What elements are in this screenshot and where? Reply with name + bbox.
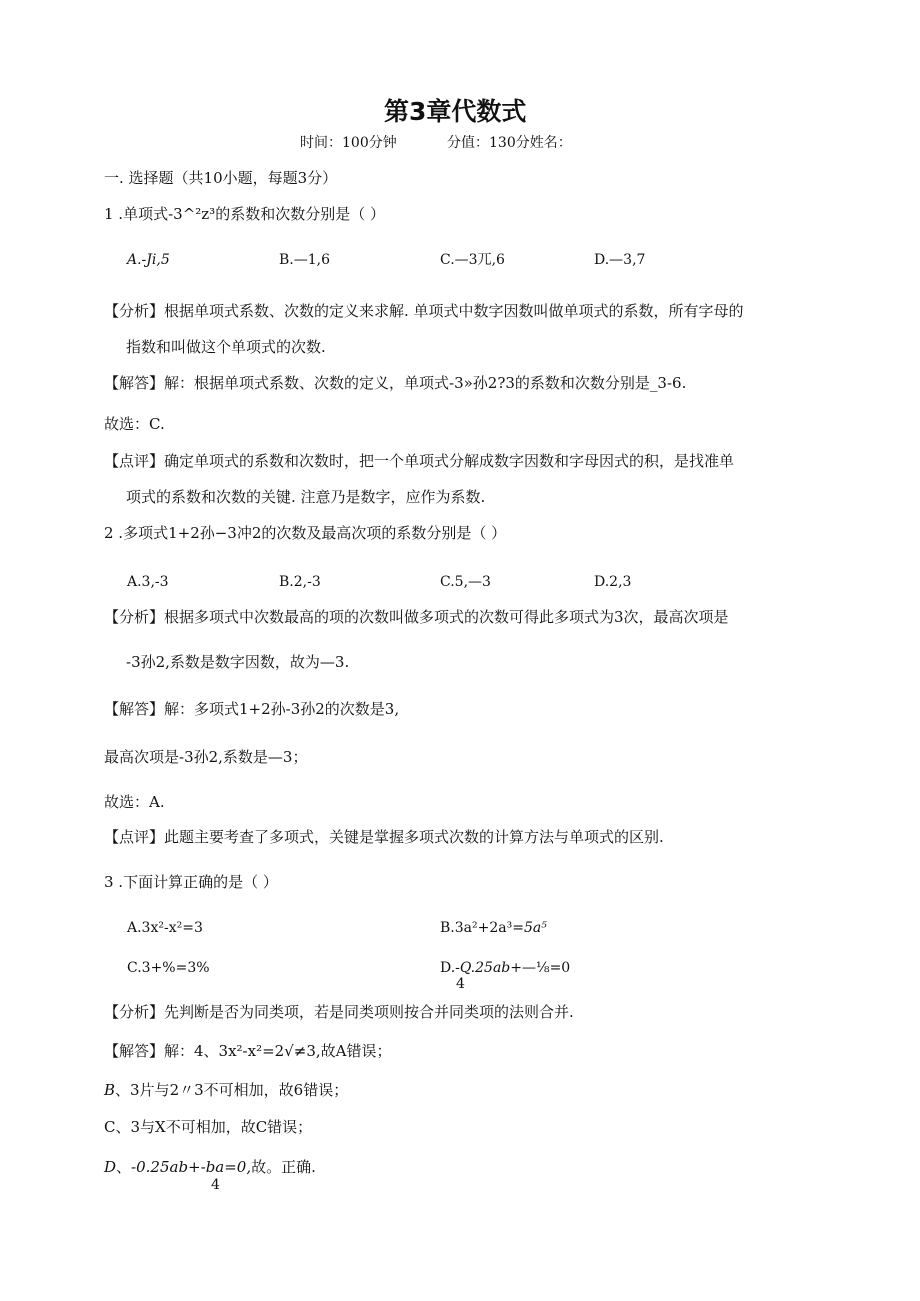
q2-option-b: B.2,-3 [279, 574, 321, 590]
q3-answer-d-sep: 、 [116, 1158, 132, 1176]
q3-answer-d-letter: D [104, 1158, 117, 1176]
q1-analysis-line-2: 指数和叫做这个单项式的次数. [126, 338, 326, 356]
q1-comment-line-2: 项式的系数和次数的关键. 注意乃是数字，应作为系数. [126, 488, 486, 506]
q1-stem: 1 .单项式-3^²z³的系数和次数分别是（ ） [104, 205, 385, 223]
q1-option-b: B.—1,6 [279, 252, 331, 268]
q3-option-d-expr: Q.25ab+ [459, 960, 522, 976]
q3-option-b-text: B.3a²+2a³= [440, 920, 524, 936]
time-info: 时间：100分钟 [300, 135, 397, 151]
q1-option-a: A.-Ji,5 [127, 252, 170, 268]
q2-stem: 2 .多项式1+2孙−3冲2的次数及最高次项的系数分别是（ ） [104, 524, 507, 542]
q2-option-a: A.3,-3 [127, 574, 169, 590]
q2-analysis-line-1: 【分析】根据多项式中次数最高的项的次数叫做多项式的次数可得此多项式为3次，最高次项是 [104, 608, 729, 626]
q3-option-a: A.3x²-x²=3 [127, 920, 203, 936]
q3-answer-d-text: 故。正确. [251, 1158, 316, 1176]
q3-option-d [440, 958, 570, 978]
score-name-info: 分值：130分姓名： [447, 135, 572, 151]
q3-answer-a: 【解答】解：4、3x²-x²=2√≠3,故A错误； [104, 1042, 392, 1060]
q3-answer-b [104, 1080, 348, 1100]
q3-option-b [440, 918, 547, 938]
q3-option-b-result: 5a⁵ [523, 920, 547, 936]
q3-answer-d-subscript: 4 [211, 1177, 220, 1193]
q2-comment: 【点评】此题主要考查了多项式，关键是掌握多项式次数的计算方法与单项式的区别. [104, 828, 664, 846]
q1-answer: 【解答】解：根据单项式系数、次数的定义，单项式-3»孙2?3的系数和次数分别是_3-6. [104, 374, 687, 392]
q1-analysis-line-1: 【分析】根据单项式系数、次数的定义来求解. 单项式中数字因数叫做单项式的系数，所有字母的 [104, 302, 744, 320]
q3-option-d-suffix: —⅛=0 [522, 960, 571, 976]
q3-option-c: C.3+%=3% [127, 960, 210, 976]
q1-choice: 故选：C. [104, 415, 165, 433]
section-heading: 一. 选择题（共10小题，每题3分） [104, 169, 338, 187]
q3-answer-b-text: 、3片与2〃3不可相加，故6错误； [115, 1081, 349, 1099]
q2-answer-line-2: 最高次项是-3孙2,系数是—3； [104, 748, 308, 766]
q3-option-d-subscript: 4 [456, 976, 465, 992]
q3-answer-d-expr: -0.25ab+-ba=0, [131, 1158, 252, 1176]
page-title: 第3章代数式 [384, 97, 527, 126]
q1-option-c: C.—3兀,6 [440, 252, 505, 268]
q2-analysis-line-2: -3孙2,系数是数字因数，故为—3. [126, 653, 350, 671]
q1-comment-line-1: 【点评】确定单项式的系数和次数时，把一个单项式分解成数字因数和字母因式的积，是找准单 [104, 452, 735, 470]
q2-answer-line-1: 【解答】解：多项式1+2孙-3孙2的次数是3, [104, 700, 400, 718]
q3-stem: 3 .下面计算正确的是（ ） [104, 873, 278, 891]
q3-answer-b-letter: B [104, 1081, 116, 1099]
q3-analysis: 【分析】先判断是否为同类项，若是同类项则按合并同类项的法则合并. [104, 1003, 574, 1021]
q1-option-d: D.—3,7 [594, 252, 646, 268]
q2-option-d: D.2,3 [594, 574, 632, 590]
q2-option-c: C.5,—3 [440, 574, 491, 590]
q3-option-d-prefix: D.- [440, 960, 460, 976]
q3-answer-d [104, 1157, 316, 1177]
q2-choice: 故选：A. [104, 793, 165, 811]
q3-answer-c: C、3与X不可相加，故C错误； [104, 1118, 313, 1136]
